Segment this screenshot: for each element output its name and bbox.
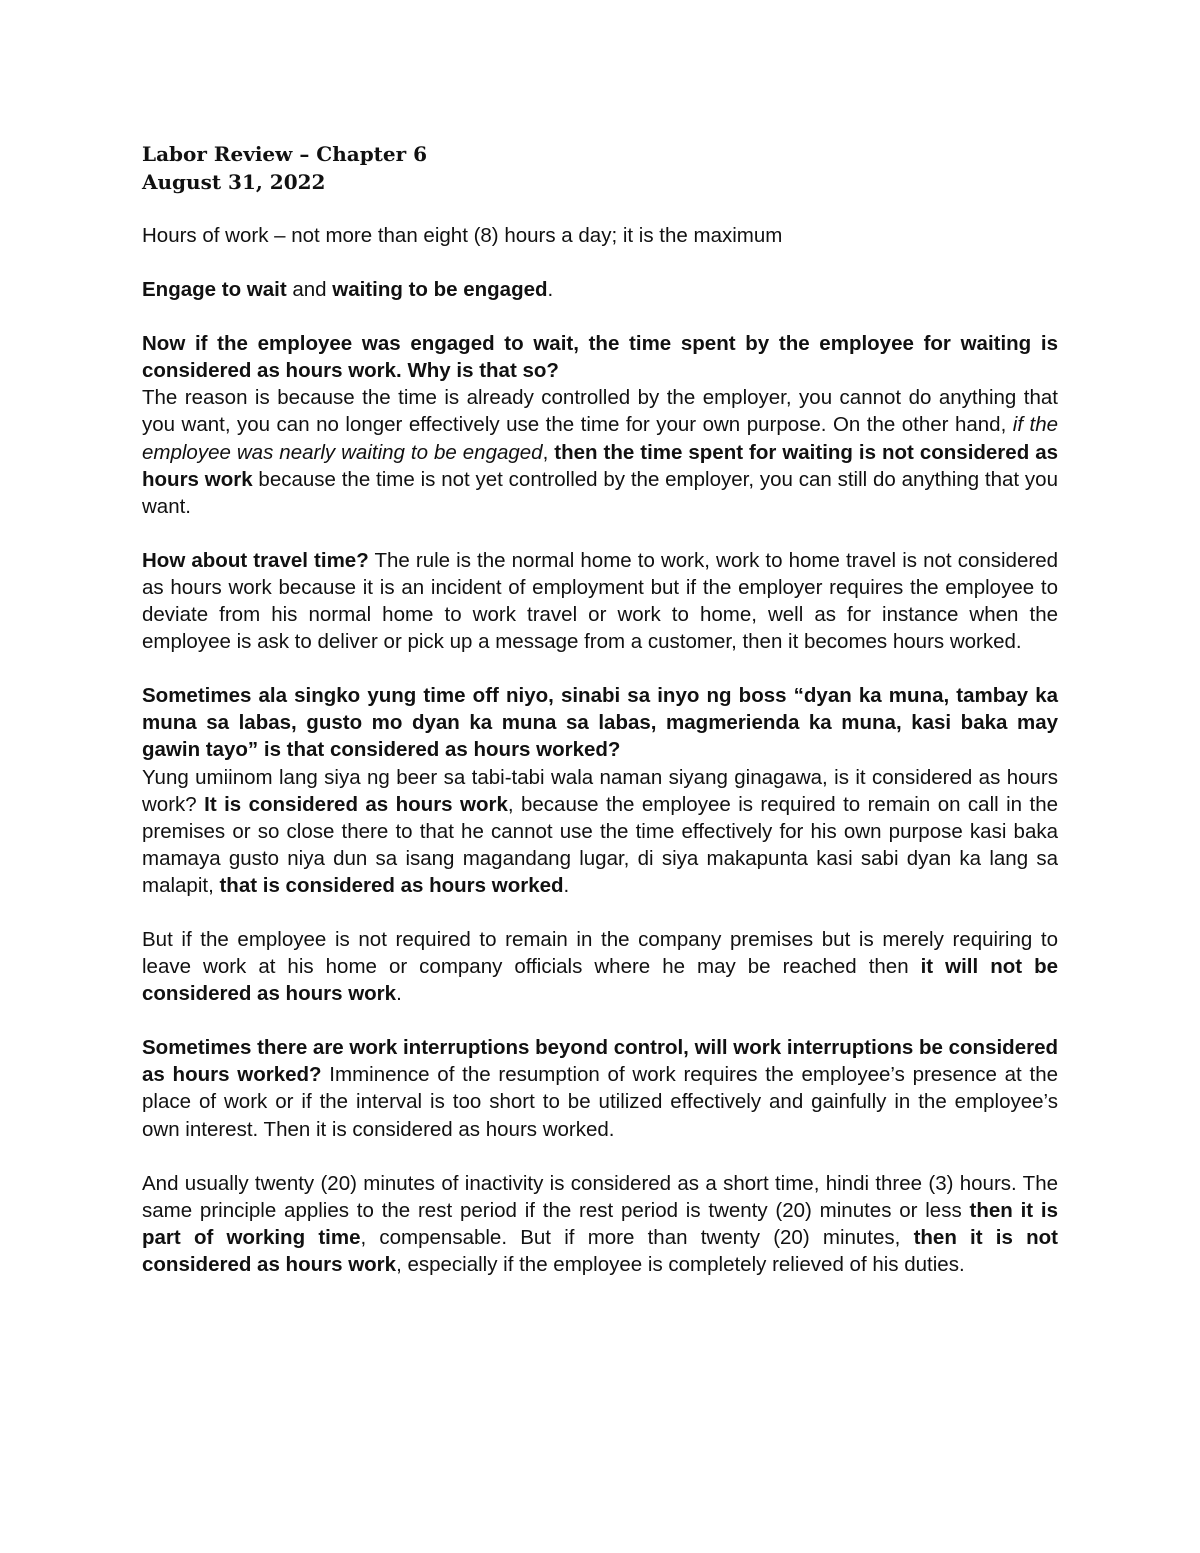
text: But if the employee is not required to remain in the company premises but is merely requiring to leave work at his home or company officials where he may be reached then <box>142 927 1058 979</box>
text: . <box>563 873 570 897</box>
text: , especially if the employee is completely relieved of his duties. <box>396 1252 965 1276</box>
paragraph-on-call <box>142 764 1058 899</box>
bold-text: then it is not considered as hours work <box>142 1225 1058 1276</box>
paragraph-hours-of-work <box>142 222 1058 249</box>
text: . <box>396 982 402 1006</box>
text: Hours of work – not more than eight (8) hours a day; it is the maximum <box>142 224 783 247</box>
document-date: August 31, 2022 <box>142 170 326 194</box>
document-page <box>142 140 1058 1305</box>
paragraph-not-required <box>142 926 1058 1007</box>
bold-text: How about travel time? <box>142 548 369 572</box>
bold-text: It is considered as hours work <box>204 792 508 816</box>
text: , <box>542 440 555 464</box>
bold-text: Now if the employee was engaged to wait, the time spent by the employee for waiting is considered as hours work. Why is that so? <box>142 332 1058 383</box>
bold-text: Engage to wait <box>142 278 287 302</box>
text: Yung umiinom lang siya ng beer sa tabi-tabi wala naman siyang ginagawa, is it considered as hours work? <box>142 765 1058 816</box>
paragraph-work-interruptions <box>142 1034 1058 1142</box>
text: because the time is not yet controlled by the employer, you can still do anything that you want. <box>142 467 1058 518</box>
italic-text: if the employee was nearly waiting to be engaged <box>142 413 1058 464</box>
paragraph-inactivity <box>142 1170 1058 1278</box>
document-title: Labor Review – Chapter 6 <box>142 142 428 166</box>
text: The reason is because the time is already controlled by the employer, you cannot do anything that you want, you can no longer effectively use the time for your own purpose. On the other hand, <box>142 386 1058 437</box>
text: , compensable. But if more than twenty (20) minutes, <box>360 1225 914 1249</box>
bold-text: waiting to be engaged <box>332 278 548 302</box>
bold-text: it will not be considered as hours work <box>142 955 1058 1006</box>
text: . <box>547 278 554 302</box>
question-time-off <box>142 682 1058 763</box>
text: The rule is the normal home to work, work to home travel is not considered as hours work because it is an incident of employment but if the employer requires the employee to deviate from his normal home to work travel or work to home, well as for instance when the employee is ask to deliver or pick up a message from a customer, then it becomes hours worked. <box>142 548 1058 654</box>
paragraph-reason <box>142 384 1058 519</box>
text: and <box>286 278 333 302</box>
text: , because the employee is required to remain on call in the premises or so close there to that he cannot use the time effectively for his own purpose kasi baka mamaya gusto niya dun sa isang magandang lugar, di siya makapunta kasi sabi dyan ka lang sa malapit, <box>142 792 1059 897</box>
question-engaged-to-wait <box>142 330 1058 384</box>
text: And usually twenty (20) minutes of inactivity is considered as a short time, hindi three (3) hours. The same principle applies to the rest period if the rest period is twenty (20) minutes or less <box>142 1171 1058 1222</box>
paragraph-engage-to-wait <box>142 276 1058 303</box>
bold-text: Sometimes ala singko yung time off niyo, sinabi sa inyo ng boss “dyan ka muna, tambay ka muna sa labas, gusto mo dyan ka muna sa labas, magmerienda ka muna, kasi baka may gawin tayo” is that considered as hours worked? <box>142 684 1058 762</box>
bold-text: then the time spent for waiting is not considered as hours work <box>142 440 1058 491</box>
paragraph-travel-time <box>142 547 1058 655</box>
bold-text: that is considered as hours worked <box>219 873 564 897</box>
text: Imminence of the resumption of work requires the employee’s presence at the place of work or if the interval is too short to be utilized effectively and gainfully in the employee’s own interest. Then it is considered as hours worked. <box>142 1063 1058 1141</box>
bold-text: Sometimes there are work interruptions beyond control, will work interruptions be considered as hours worked? <box>142 1036 1058 1087</box>
bold-text: then it is part of working time <box>142 1198 1058 1249</box>
